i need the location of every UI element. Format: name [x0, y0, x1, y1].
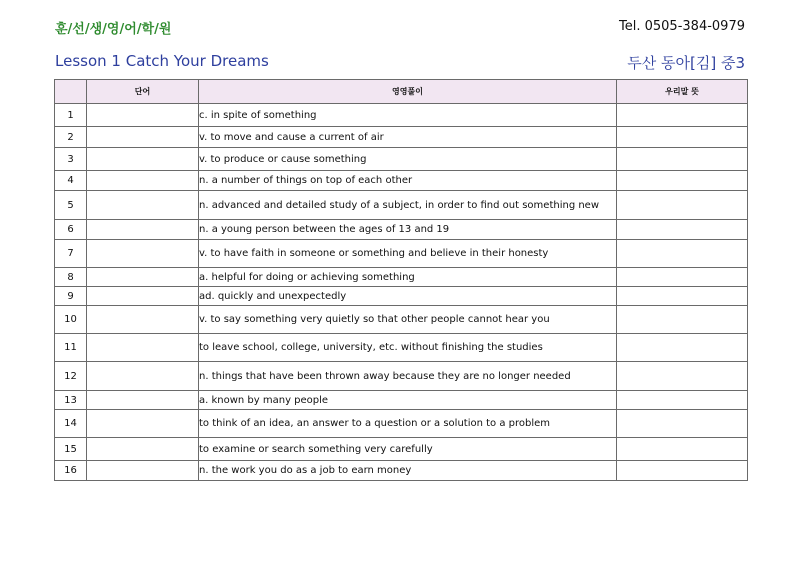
row-number: 13 — [55, 391, 87, 410]
meaning-blank-cell[interactable] — [617, 461, 748, 481]
row-number: 10 — [55, 306, 87, 334]
table-row — [55, 171, 748, 191]
vocabulary-rows — [55, 104, 748, 481]
row-number: 15 — [55, 438, 87, 461]
word-blank-cell[interactable] — [87, 127, 199, 148]
meaning-blank-cell[interactable] — [617, 438, 748, 461]
table-row — [55, 438, 748, 461]
meaning-blank-cell[interactable] — [617, 334, 748, 362]
word-blank-cell[interactable] — [87, 461, 199, 481]
meaning-blank-cell[interactable] — [617, 191, 748, 220]
word-blank-cell[interactable] — [87, 287, 199, 306]
word-blank-cell[interactable] — [87, 191, 199, 220]
header-definition: 영영풀이 — [199, 80, 617, 104]
definition-cell: v. to produce or cause something — [199, 148, 617, 171]
row-number: 9 — [55, 287, 87, 306]
table-row — [55, 287, 748, 306]
word-blank-cell[interactable] — [87, 104, 199, 127]
word-blank-cell[interactable] — [87, 148, 199, 171]
row-number: 16 — [55, 461, 87, 481]
meaning-blank-cell[interactable] — [617, 127, 748, 148]
word-blank-cell[interactable] — [87, 268, 199, 287]
definition-cell: a. helpful for doing or achieving something — [199, 268, 617, 287]
table-row — [55, 268, 748, 287]
word-blank-cell[interactable] — [87, 391, 199, 410]
row-number: 14 — [55, 410, 87, 438]
table-row — [55, 362, 748, 391]
table-row — [55, 306, 748, 334]
definition-cell: n. the work you do as a job to earn money — [199, 461, 617, 481]
word-blank-cell[interactable] — [87, 410, 199, 438]
definition-cell: to leave school, college, university, etc. without finishing the studies — [199, 334, 617, 362]
academy-name: 훈/선/생/영/어/학/원 — [55, 22, 172, 37]
meaning-blank-cell[interactable] — [617, 268, 748, 287]
definition-cell: n. things that have been thrown away because they are no longer needed — [199, 362, 617, 391]
word-blank-cell[interactable] — [87, 171, 199, 191]
word-blank-cell[interactable] — [87, 240, 199, 268]
definition-cell: v. to say something very quietly so that other people cannot hear you — [199, 306, 617, 334]
definition-cell: ad. quickly and unexpectedly — [199, 287, 617, 306]
table-header-row — [55, 80, 748, 104]
definition-cell: c. in spite of something — [199, 104, 617, 127]
definition-cell: a. known by many people — [199, 391, 617, 410]
table-row — [55, 191, 748, 220]
row-number: 4 — [55, 171, 87, 191]
definition-cell: v. to have faith in someone or something and believe in their honesty — [199, 240, 617, 268]
phone-number: Tel. 0505-384-0979 — [619, 19, 745, 34]
row-number: 11 — [55, 334, 87, 362]
textbook-label: 두산 동아[김] 중3 — [627, 54, 745, 72]
row-number: 1 — [55, 104, 87, 127]
table-row — [55, 334, 748, 362]
header-meaning: 우리말 뜻 — [617, 80, 748, 104]
lesson-title: Lesson 1 Catch Your Dreams — [55, 52, 269, 70]
definition-cell: to think of an idea, an answer to a question or a solution to a problem — [199, 410, 617, 438]
meaning-blank-cell[interactable] — [617, 410, 748, 438]
meaning-blank-cell[interactable] — [617, 148, 748, 171]
header-word: 단어 — [87, 80, 199, 104]
definition-cell: n. a young person between the ages of 13 and 19 — [199, 220, 617, 240]
definition-cell: to examine or search something very carefully — [199, 438, 617, 461]
row-number: 5 — [55, 191, 87, 220]
word-blank-cell[interactable] — [87, 334, 199, 362]
meaning-blank-cell[interactable] — [617, 362, 748, 391]
row-number: 3 — [55, 148, 87, 171]
definition-cell: n. a number of things on top of each other — [199, 171, 617, 191]
word-blank-cell[interactable] — [87, 362, 199, 391]
table-row — [55, 461, 748, 481]
table-row — [55, 220, 748, 240]
word-blank-cell[interactable] — [87, 438, 199, 461]
table-row — [55, 391, 748, 410]
table-row — [55, 240, 748, 268]
word-blank-cell[interactable] — [87, 306, 199, 334]
meaning-blank-cell[interactable] — [617, 306, 748, 334]
row-number: 8 — [55, 268, 87, 287]
row-number: 2 — [55, 127, 87, 148]
row-number: 7 — [55, 240, 87, 268]
definition-cell: n. advanced and detailed study of a subject, in order to find out something new — [199, 191, 617, 220]
meaning-blank-cell[interactable] — [617, 104, 748, 127]
table-row — [55, 104, 748, 127]
meaning-blank-cell[interactable] — [617, 391, 748, 410]
table-row — [55, 127, 748, 148]
definition-cell: v. to move and cause a current of air — [199, 127, 617, 148]
meaning-blank-cell[interactable] — [617, 220, 748, 240]
meaning-blank-cell[interactable] — [617, 171, 748, 191]
table-row — [55, 410, 748, 438]
meaning-blank-cell[interactable] — [617, 287, 748, 306]
vocabulary-table — [54, 79, 748, 481]
meaning-blank-cell[interactable] — [617, 240, 748, 268]
table-row — [55, 148, 748, 171]
word-blank-cell[interactable] — [87, 220, 199, 240]
row-number: 12 — [55, 362, 87, 391]
row-number: 6 — [55, 220, 87, 240]
header-number — [55, 80, 87, 104]
